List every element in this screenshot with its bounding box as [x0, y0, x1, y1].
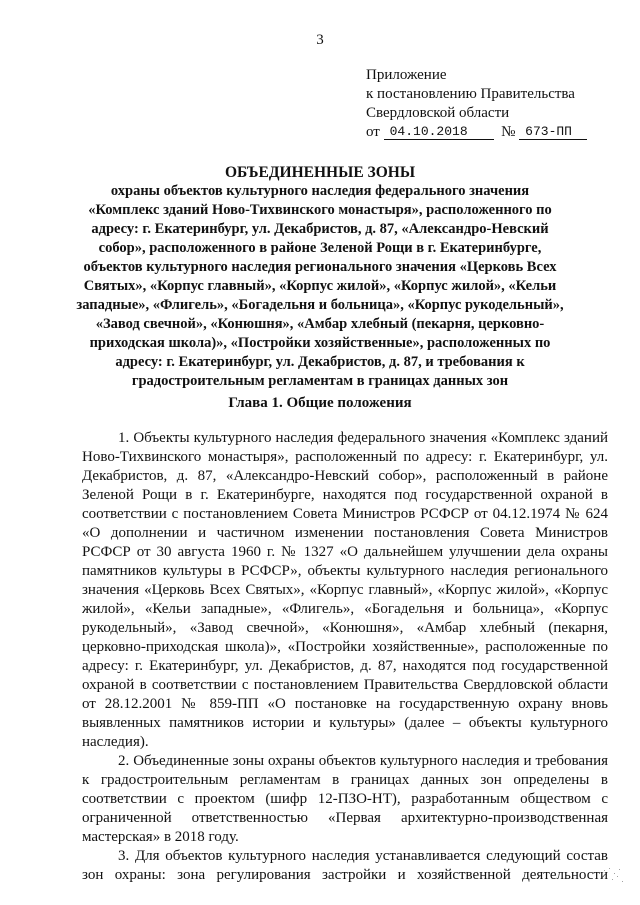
appendix-region-line: Свердловской области: [366, 105, 510, 121]
paragraph-3: 3. Для объектов культурного наследия устанавливается следующий состав зон охраны: зона регулирования застройки и хозяйственной деятельности: [82, 848, 608, 883]
document-title: ОБЪЕДИНЕННЫЕ ЗОНЫ: [224, 164, 416, 181]
document-heading: [76, 163, 564, 391]
page-number: 3: [316, 32, 324, 48]
scan-artifact: [602, 867, 624, 885]
paragraph-2: 2. Объединенные зоны охраны объектов культурного наследия и требования к градостроительным регламентам в границах данных зон определены в соответствии с проектом (шифр 12-ПЗО-НТ), разработанным обществом с ограниченной ответственностью «Первая архитектурно-производственная мастерская» в 2018 году.: [82, 753, 608, 845]
document-subtitle: охраны объектов культурного наследия федерального значения «Комплекс зданий Ново-Тихвинского монастыря», расположенного по адресу: г. Екатеринбург, ул. Декабристов, д. 87, «Александро-Невский собор», расположенного в районе Зеленой Рощи в г. Екатеринбурге, объектов культурного наследия регионального значения «Церковь Всех Святых», «Корпус главный», «Корпус жилой», «Корпус жилой», «Кельи западные», «Флигель», «Богадельня и больница», «Корпус рукодельный», «Завод свечной», «Конюшня», «Амбар хлебный (пекарня, церковно-приходская школа)», «Постройки хозяйственные», расположенных по адресу: г. Екатеринбург, ул. Декабристов, д. 87, и требования к градостроительным регламентам в границах данных зон: [76, 183, 564, 389]
appendix-date-line: [366, 123, 587, 142]
paragraph-1: 1. Объекты культурного наследия федерального значения «Комплекс зданий Ново-Тихвинского монастыря», расположенный по адресу: г. Екатеринбург, ул. Декабристов, д. 87, «Александро-Невский собор», расположенный в районе Зеленой Рощи в г. Екатеринбурге, находятся под государственной охраной в соответствии с постановлением Совета Министров РСФСР от 04.12.1974 № 624 «О дополнении и частичном изменении постановления Совета Министров РСФСР от 30 августа 1960 г. № 1327 «О дальнейшем улучшении дела охраны памятников культуры в РСФСР», объекты культурного наследия регионального значения «Церковь Всех Святых», «Корпус главный», «Корпус жилой», «Корпус жилой», «Кельи западные», «Флигель», «Богадельня и больница», «Корпус рукодельный», «Завод свечной», «Конюшня», «Амбар хлебный (пекарня, церковно-приходская школа)», «Постройки хозяйственные», расположенные по адресу: г. Екатеринбург, ул. Декабристов, д. 87, находятся под государственной охраной в соответствии с постановлением Правительства Свердловской области от 28.12.2001 № 859-ПП «О постановке на государственную охрану вновь выявленных памятников истории и культуры» (далее – объекты культурного наследия).: [82, 430, 608, 750]
resolution-number: 673-ПП: [519, 124, 587, 140]
chapter-title: Глава 1. Общие положения: [228, 395, 412, 411]
number-prefix: №: [501, 124, 516, 140]
date-prefix: от: [366, 124, 380, 140]
resolution-date: 04.10.2018: [384, 124, 494, 140]
body-text: [82, 429, 608, 885]
appendix-label: Приложение: [366, 67, 447, 83]
appendix-resolution-line: к постановлению Правительства: [366, 86, 575, 102]
appendix-block: [366, 66, 587, 142]
